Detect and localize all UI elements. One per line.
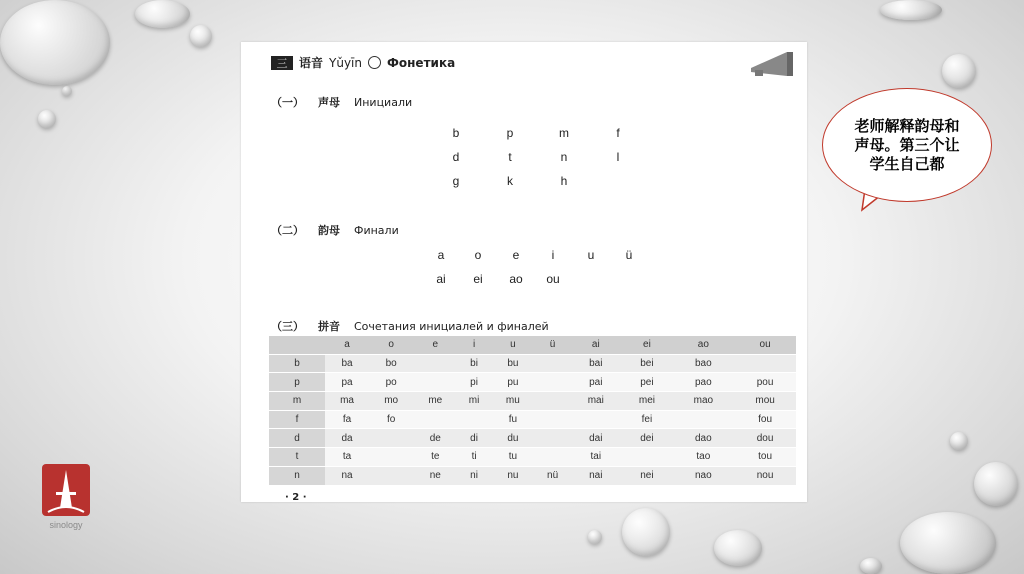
table-cell: da <box>325 429 369 448</box>
row-header: p <box>269 373 325 392</box>
circle-icon <box>368 56 381 69</box>
final-letter: u <box>587 248 595 262</box>
water-drop-decoration <box>0 0 110 85</box>
table-header-row <box>269 336 796 355</box>
combinations-number: （三） <box>271 320 304 333</box>
table-cell: dou <box>734 429 796 448</box>
teacher-note-callout <box>822 88 992 202</box>
initial-letter: m <box>559 126 569 140</box>
final-letter: ü <box>625 248 633 262</box>
table-cell <box>535 429 570 448</box>
table-cell: bao <box>673 354 735 373</box>
table-cell <box>535 392 570 411</box>
table-cell: tu <box>491 448 535 467</box>
table-cell <box>369 429 413 448</box>
water-drop-decoration <box>190 25 212 47</box>
column-header: a <box>325 336 369 355</box>
water-drop-decoration <box>950 432 968 450</box>
table-cell <box>673 410 735 429</box>
column-header: o <box>369 336 413 355</box>
water-drop-decoration <box>974 462 1018 506</box>
combinations-label-cn: 拼音 <box>318 320 340 333</box>
table-cell: te <box>413 448 457 467</box>
final-letter: a <box>437 248 445 262</box>
column-header: ei <box>621 336 672 355</box>
initial-letter: d <box>452 150 460 164</box>
column-header: ai <box>570 336 621 355</box>
table-cell: du <box>491 429 535 448</box>
column-header: ou <box>734 336 796 355</box>
table-cell: bi <box>457 354 491 373</box>
table-cell: mo <box>369 392 413 411</box>
table-cell <box>535 410 570 429</box>
table-cell: tai <box>570 448 621 467</box>
water-drop-decoration <box>860 558 882 574</box>
table-cell: nou <box>734 466 796 484</box>
table-row <box>269 373 796 392</box>
table-cell <box>570 410 621 429</box>
table-cell: pou <box>734 373 796 392</box>
initial-letter: n <box>560 150 568 164</box>
table-row <box>269 448 796 467</box>
table-cell <box>457 410 491 429</box>
water-drop-decoration <box>38 110 56 128</box>
finals-heading <box>271 222 413 238</box>
table-cell: ni <box>457 466 491 484</box>
table-cell: bai <box>570 354 621 373</box>
table-cell: mu <box>491 392 535 411</box>
table-cell <box>369 448 413 467</box>
table-cell <box>621 448 672 467</box>
initial-letter: l <box>616 150 620 164</box>
section-title-cn: 语音 <box>299 56 324 70</box>
pinyin-table <box>269 335 796 485</box>
table-cell: mou <box>734 392 796 411</box>
table-cell <box>413 354 457 373</box>
finals-number: （二） <box>271 224 304 237</box>
table-cell: mi <box>457 392 491 411</box>
table-cell: ne <box>413 466 457 484</box>
section-header <box>271 54 455 71</box>
table-row <box>269 466 796 484</box>
table-cell: nü <box>535 466 570 484</box>
table-cell: fo <box>369 410 413 429</box>
table-row <box>269 392 796 411</box>
initial-letter: h <box>560 174 568 188</box>
water-drop-decoration <box>622 508 670 556</box>
column-header: u <box>491 336 535 355</box>
callout-text: 老师解释韵母和声母。第三个让学生自己都 <box>854 116 960 173</box>
table-cell: na <box>325 466 369 484</box>
textbook-page <box>241 42 807 502</box>
final-letter: ao <box>509 272 523 286</box>
final-letter: i <box>551 248 555 262</box>
table-cell: dai <box>570 429 621 448</box>
table-cell: di <box>457 429 491 448</box>
megaphone-icon <box>747 48 799 78</box>
table-cell <box>734 354 796 373</box>
initial-letter: g <box>452 174 460 188</box>
water-drop-decoration <box>942 54 976 88</box>
table-cell <box>535 448 570 467</box>
table-cell: po <box>369 373 413 392</box>
table-cell: de <box>413 429 457 448</box>
row-header: n <box>269 466 325 484</box>
table-cell: tao <box>673 448 735 467</box>
table-cell: dei <box>621 429 672 448</box>
page-number: · 2 · <box>285 492 307 503</box>
water-drop-decoration <box>135 0 190 28</box>
water-drop-decoration <box>900 512 996 574</box>
column-header: i <box>457 336 491 355</box>
table-cell: fei <box>621 410 672 429</box>
table-cell: ti <box>457 448 491 467</box>
table-cell <box>535 373 570 392</box>
table-cell: fa <box>325 410 369 429</box>
table-row <box>269 410 796 429</box>
table-cell: pu <box>491 373 535 392</box>
table-cell <box>535 354 570 373</box>
column-header: ü <box>535 336 570 355</box>
section-title-ru: Фонетика <box>387 55 456 70</box>
water-drop-decoration <box>588 530 602 544</box>
column-header: e <box>413 336 457 355</box>
table-cell <box>413 410 457 429</box>
logo-text: sinology <box>49 520 83 530</box>
table-cell: tou <box>734 448 796 467</box>
row-header: b <box>269 354 325 373</box>
initials-label-cn: 声母 <box>318 96 340 109</box>
section-number: 三 <box>271 56 293 70</box>
table-cell: bu <box>491 354 535 373</box>
initial-letter: b <box>452 126 460 140</box>
table-cell: bei <box>621 354 672 373</box>
row-header: f <box>269 410 325 429</box>
table-cell: fu <box>491 410 535 429</box>
table-cell: me <box>413 392 457 411</box>
initial-letter: p <box>506 126 514 140</box>
table-cell <box>413 373 457 392</box>
final-letter: o <box>474 248 482 262</box>
final-letter: ei <box>473 272 483 286</box>
table-row <box>269 429 796 448</box>
table-cell: nu <box>491 466 535 484</box>
initial-letter: t <box>508 150 512 164</box>
table-cell: dao <box>673 429 735 448</box>
initials-label-ru: Инициали <box>354 96 413 109</box>
combinations-label-ru: Сочетания инициалей и финалей <box>354 320 549 333</box>
section-title-pinyin: Yǔyīn <box>329 55 362 70</box>
final-letter: ai <box>436 272 446 286</box>
initials-number: （一） <box>271 96 304 109</box>
combinations-heading <box>271 318 563 334</box>
water-drop-decoration <box>714 530 762 566</box>
table-cell: pa <box>325 373 369 392</box>
row-header: m <box>269 392 325 411</box>
initials-heading <box>271 94 426 110</box>
table-cell: mai <box>570 392 621 411</box>
table-cell: nai <box>570 466 621 484</box>
table-cell <box>369 466 413 484</box>
row-header: d <box>269 429 325 448</box>
table-cell: mao <box>673 392 735 411</box>
column-header <box>269 336 325 355</box>
table-cell: mei <box>621 392 672 411</box>
initial-letter: f <box>616 126 620 140</box>
final-letter: e <box>512 248 520 262</box>
table-cell: pai <box>570 373 621 392</box>
table-cell: pei <box>621 373 672 392</box>
initial-letter: k <box>507 174 513 188</box>
table-cell: nei <box>621 466 672 484</box>
table-cell: nao <box>673 466 735 484</box>
table-cell: ta <box>325 448 369 467</box>
table-row <box>269 354 796 373</box>
table-cell: fou <box>734 410 796 429</box>
column-header: ao <box>673 336 735 355</box>
final-letter: ou <box>546 272 560 286</box>
water-drop-decoration <box>880 0 942 20</box>
row-header: t <box>269 448 325 467</box>
finals-label-cn: 韵母 <box>318 224 340 237</box>
finals-label-ru: Финали <box>354 224 399 237</box>
sinology-logo <box>40 462 92 542</box>
table-cell: bo <box>369 354 413 373</box>
table-cell: pi <box>457 373 491 392</box>
table-cell: ba <box>325 354 369 373</box>
water-drop-decoration <box>62 86 72 96</box>
table-cell: ma <box>325 392 369 411</box>
table-cell: pao <box>673 373 735 392</box>
